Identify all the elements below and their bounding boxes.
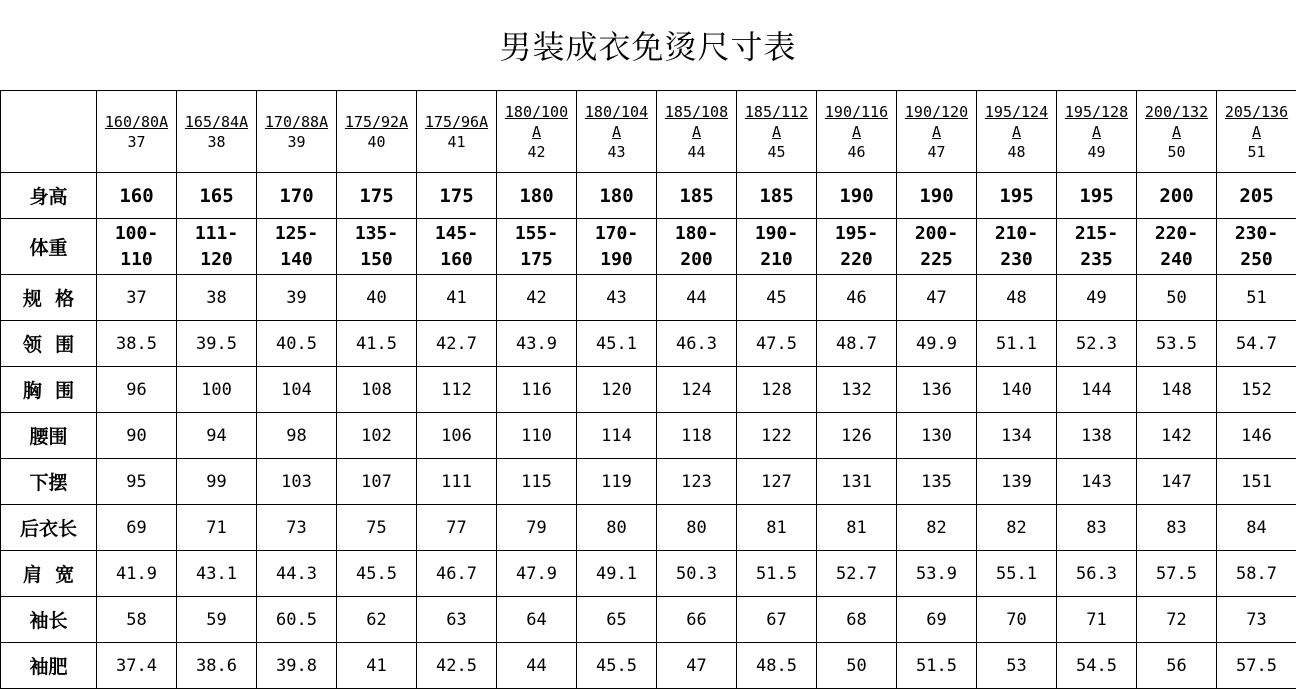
size-number: 51 (1217, 142, 1296, 162)
size-number: 46 (817, 142, 896, 162)
size-header-cell (897, 91, 977, 173)
size-header-cell (337, 91, 417, 173)
weight-part: 195- (817, 221, 896, 247)
size-number: 50 (1137, 142, 1216, 162)
weight-part: 110 (97, 247, 176, 273)
size-code-suffix: A (737, 122, 816, 142)
value-cell: 72 (1137, 597, 1217, 643)
size-header-cell (257, 91, 337, 173)
value-cell: 41 (417, 275, 497, 321)
value-cell: 126 (817, 413, 897, 459)
value-cell: 114 (577, 413, 657, 459)
value-cell: 180 (497, 173, 577, 219)
value-cell: 139 (977, 459, 1057, 505)
weight-part: 180- (657, 221, 736, 247)
value-cell: 40 (337, 275, 417, 321)
value-cell: 39.5 (177, 321, 257, 367)
value-cell: 40.5 (257, 321, 337, 367)
value-cell: 38 (177, 275, 257, 321)
value-cell (897, 219, 977, 275)
value-cell: 190 (817, 173, 897, 219)
value-cell: 106 (417, 413, 497, 459)
value-cell: 84 (1217, 505, 1296, 551)
row-label: 腰围 (1, 413, 97, 459)
value-cell: 107 (337, 459, 417, 505)
value-cell: 49.1 (577, 551, 657, 597)
value-cell: 43.9 (497, 321, 577, 367)
value-cell: 73 (1217, 597, 1296, 643)
value-cell: 63 (417, 597, 497, 643)
weight-part: 155- (497, 221, 576, 247)
value-cell: 135 (897, 459, 977, 505)
value-cell: 73 (257, 505, 337, 551)
value-cell: 80 (577, 505, 657, 551)
value-cell: 44 (657, 275, 737, 321)
weight-part: 190- (737, 221, 816, 247)
value-cell: 41.9 (97, 551, 177, 597)
value-cell: 170 (257, 173, 337, 219)
size-code: 195/124 (977, 102, 1056, 122)
weight-part: 160 (417, 247, 496, 273)
value-cell: 146 (1217, 413, 1296, 459)
value-cell: 56.3 (1057, 551, 1137, 597)
weight-part: 235 (1057, 247, 1136, 273)
value-cell: 46.7 (417, 551, 497, 597)
table-row (1, 505, 1296, 551)
weight-part: 220- (1137, 221, 1216, 247)
value-cell: 190 (897, 173, 977, 219)
value-cell: 79 (497, 505, 577, 551)
value-cell: 51.5 (737, 551, 817, 597)
row-label: 袖长 (1, 597, 97, 643)
value-cell: 41 (337, 643, 417, 689)
value-cell: 41.5 (337, 321, 417, 367)
value-cell: 45.5 (337, 551, 417, 597)
row-label: 袖肥 (1, 643, 97, 689)
size-number: 39 (257, 132, 336, 152)
size-code: 180/100 (497, 102, 576, 122)
value-cell (577, 219, 657, 275)
value-cell (817, 219, 897, 275)
value-cell: 49 (1057, 275, 1137, 321)
value-cell: 59 (177, 597, 257, 643)
value-cell: 151 (1217, 459, 1296, 505)
value-cell: 70 (977, 597, 1057, 643)
value-cell: 42 (497, 275, 577, 321)
weight-part: 200- (897, 221, 976, 247)
value-cell: 42.7 (417, 321, 497, 367)
value-cell: 54.7 (1217, 321, 1296, 367)
table-row (1, 459, 1296, 505)
weight-part: 210- (977, 221, 1056, 247)
size-code: 165/84A (177, 112, 256, 132)
size-code: 190/116 (817, 102, 896, 122)
row-label: 体重 (1, 219, 97, 275)
value-cell: 143 (1057, 459, 1137, 505)
value-cell: 48.5 (737, 643, 817, 689)
size-number: 37 (97, 132, 176, 152)
value-cell: 90 (97, 413, 177, 459)
value-cell: 205 (1217, 173, 1296, 219)
value-cell: 75 (337, 505, 417, 551)
value-cell: 195 (1057, 173, 1137, 219)
value-cell: 71 (177, 505, 257, 551)
value-cell: 100 (177, 367, 257, 413)
size-table (0, 90, 1296, 689)
size-code-suffix: A (657, 122, 736, 142)
value-cell: 122 (737, 413, 817, 459)
value-cell: 65 (577, 597, 657, 643)
size-header-cell (497, 91, 577, 173)
value-cell: 47 (657, 643, 737, 689)
size-number: 43 (577, 142, 656, 162)
value-cell: 82 (897, 505, 977, 551)
size-header-cell (817, 91, 897, 173)
table-row (1, 173, 1296, 219)
value-cell: 62 (337, 597, 417, 643)
value-cell: 46 (817, 275, 897, 321)
value-cell: 131 (817, 459, 897, 505)
weight-part: 225 (897, 247, 976, 273)
size-number: 48 (977, 142, 1056, 162)
weight-part: 215- (1057, 221, 1136, 247)
weight-part: 175 (497, 247, 576, 273)
value-cell: 56 (1137, 643, 1217, 689)
size-code: 185/108 (657, 102, 736, 122)
size-header-cell (177, 91, 257, 173)
value-cell: 185 (737, 173, 817, 219)
size-number: 45 (737, 142, 816, 162)
value-cell: 124 (657, 367, 737, 413)
weight-part: 145- (417, 221, 496, 247)
row-label: 胸 围 (1, 367, 97, 413)
value-cell: 147 (1137, 459, 1217, 505)
value-cell: 50.3 (657, 551, 737, 597)
size-code-suffix: A (897, 122, 976, 142)
value-cell: 53 (977, 643, 1057, 689)
value-cell: 140 (977, 367, 1057, 413)
table-row (1, 321, 1296, 367)
value-cell: 83 (1057, 505, 1137, 551)
weight-part: 230- (1217, 221, 1296, 247)
size-code: 205/136 (1217, 102, 1296, 122)
value-cell: 45 (737, 275, 817, 321)
value-cell: 53.5 (1137, 321, 1217, 367)
value-cell: 99 (177, 459, 257, 505)
weight-part: 150 (337, 247, 416, 273)
weight-part: 210 (737, 247, 816, 273)
header-row (1, 91, 1296, 173)
page-title: 男装成衣免烫尺寸表 (0, 0, 1296, 90)
value-cell: 160 (97, 173, 177, 219)
weight-part: 170- (577, 221, 656, 247)
value-cell: 83 (1137, 505, 1217, 551)
value-cell: 69 (897, 597, 977, 643)
value-cell: 71 (1057, 597, 1137, 643)
size-header-cell (1057, 91, 1137, 173)
size-code: 200/132 (1137, 102, 1216, 122)
value-cell: 64 (497, 597, 577, 643)
value-cell: 46.3 (657, 321, 737, 367)
weight-part: 100- (97, 221, 176, 247)
table-row (1, 551, 1296, 597)
value-cell (497, 219, 577, 275)
value-cell: 50 (817, 643, 897, 689)
value-cell: 58 (97, 597, 177, 643)
value-cell (417, 219, 497, 275)
size-header-cell (977, 91, 1057, 173)
value-cell: 38.5 (97, 321, 177, 367)
value-cell: 180 (577, 173, 657, 219)
value-cell: 134 (977, 413, 1057, 459)
size-code-suffix: A (817, 122, 896, 142)
value-cell: 48 (977, 275, 1057, 321)
value-cell: 55.1 (977, 551, 1057, 597)
size-header-cell (657, 91, 737, 173)
row-label: 下摆 (1, 459, 97, 505)
table-row (1, 597, 1296, 643)
value-cell: 81 (817, 505, 897, 551)
weight-part: 140 (257, 247, 336, 273)
value-cell: 51.5 (897, 643, 977, 689)
weight-part: 111- (177, 221, 256, 247)
value-cell: 44 (497, 643, 577, 689)
value-cell: 38.6 (177, 643, 257, 689)
value-cell: 47 (897, 275, 977, 321)
table-row (1, 219, 1296, 275)
value-cell: 185 (657, 173, 737, 219)
value-cell: 195 (977, 173, 1057, 219)
size-code: 185/112 (737, 102, 816, 122)
value-cell: 136 (897, 367, 977, 413)
value-cell (177, 219, 257, 275)
weight-part: 240 (1137, 247, 1216, 273)
value-cell: 47.5 (737, 321, 817, 367)
weight-part: 250 (1217, 247, 1296, 273)
size-code-suffix: A (577, 122, 656, 142)
value-cell: 52.3 (1057, 321, 1137, 367)
value-cell: 39.8 (257, 643, 337, 689)
size-code: 170/88A (257, 112, 336, 132)
value-cell: 43.1 (177, 551, 257, 597)
value-cell: 54.5 (1057, 643, 1137, 689)
value-cell: 52.7 (817, 551, 897, 597)
value-cell: 44.3 (257, 551, 337, 597)
weight-part: 125- (257, 221, 336, 247)
value-cell: 116 (497, 367, 577, 413)
size-code-suffix: A (1057, 122, 1136, 142)
value-cell (97, 219, 177, 275)
size-code: 180/104 (577, 102, 656, 122)
value-cell (1057, 219, 1137, 275)
row-label: 身高 (1, 173, 97, 219)
value-cell: 144 (1057, 367, 1137, 413)
row-label: 规 格 (1, 275, 97, 321)
table-row (1, 413, 1296, 459)
value-cell (737, 219, 817, 275)
value-cell: 39 (257, 275, 337, 321)
value-cell: 37 (97, 275, 177, 321)
size-header-cell (1137, 91, 1217, 173)
value-cell: 111 (417, 459, 497, 505)
value-cell (1137, 219, 1217, 275)
size-header-cell (1217, 91, 1296, 173)
value-cell: 115 (497, 459, 577, 505)
value-cell: 69 (97, 505, 177, 551)
value-cell (337, 219, 417, 275)
value-cell: 53.9 (897, 551, 977, 597)
value-cell (977, 219, 1057, 275)
value-cell: 142 (1137, 413, 1217, 459)
size-number: 44 (657, 142, 736, 162)
value-cell: 120 (577, 367, 657, 413)
value-cell: 82 (977, 505, 1057, 551)
size-code: 190/120 (897, 102, 976, 122)
value-cell: 132 (817, 367, 897, 413)
value-cell: 51 (1217, 275, 1296, 321)
size-code: 160/80A (97, 112, 176, 132)
value-cell: 57.5 (1137, 551, 1217, 597)
value-cell: 123 (657, 459, 737, 505)
value-cell: 175 (417, 173, 497, 219)
value-cell: 103 (257, 459, 337, 505)
row-label: 领 围 (1, 321, 97, 367)
value-cell: 95 (97, 459, 177, 505)
value-cell: 50 (1137, 275, 1217, 321)
value-cell: 77 (417, 505, 497, 551)
value-cell: 94 (177, 413, 257, 459)
value-cell: 43 (577, 275, 657, 321)
row-label: 肩 宽 (1, 551, 97, 597)
value-cell: 118 (657, 413, 737, 459)
size-code: 195/128 (1057, 102, 1136, 122)
value-cell (657, 219, 737, 275)
weight-part: 190 (577, 247, 656, 273)
weight-part: 135- (337, 221, 416, 247)
value-cell: 58.7 (1217, 551, 1296, 597)
value-cell: 47.9 (497, 551, 577, 597)
value-cell: 128 (737, 367, 817, 413)
weight-part: 120 (177, 247, 256, 273)
value-cell: 66 (657, 597, 737, 643)
value-cell: 48.7 (817, 321, 897, 367)
value-cell: 108 (337, 367, 417, 413)
size-number: 38 (177, 132, 256, 152)
header-corner-cell (1, 91, 97, 173)
value-cell: 45.1 (577, 321, 657, 367)
value-cell: 130 (897, 413, 977, 459)
size-header-cell (97, 91, 177, 173)
value-cell: 98 (257, 413, 337, 459)
value-cell: 49.9 (897, 321, 977, 367)
size-number: 41 (417, 132, 496, 152)
weight-part: 220 (817, 247, 896, 273)
size-header-cell (737, 91, 817, 173)
value-cell: 200 (1137, 173, 1217, 219)
value-cell: 45.5 (577, 643, 657, 689)
weight-part: 200 (657, 247, 736, 273)
table-row (1, 275, 1296, 321)
value-cell: 165 (177, 173, 257, 219)
value-cell: 67 (737, 597, 817, 643)
value-cell: 37.4 (97, 643, 177, 689)
table-row (1, 367, 1296, 413)
value-cell: 68 (817, 597, 897, 643)
size-header-cell (577, 91, 657, 173)
size-number: 47 (897, 142, 976, 162)
value-cell (257, 219, 337, 275)
size-code-suffix: A (497, 122, 576, 142)
value-cell: 110 (497, 413, 577, 459)
size-number: 49 (1057, 142, 1136, 162)
row-label: 后衣长 (1, 505, 97, 551)
value-cell: 42.5 (417, 643, 497, 689)
table-row (1, 643, 1296, 689)
value-cell: 127 (737, 459, 817, 505)
value-cell: 57.5 (1217, 643, 1296, 689)
value-cell (1217, 219, 1296, 275)
value-cell: 148 (1137, 367, 1217, 413)
value-cell: 152 (1217, 367, 1296, 413)
value-cell: 138 (1057, 413, 1137, 459)
value-cell: 175 (337, 173, 417, 219)
value-cell: 112 (417, 367, 497, 413)
size-code-suffix: A (1137, 122, 1216, 142)
value-cell: 80 (657, 505, 737, 551)
size-header-cell (417, 91, 497, 173)
value-cell: 96 (97, 367, 177, 413)
value-cell: 104 (257, 367, 337, 413)
weight-part: 230 (977, 247, 1056, 273)
size-number: 40 (337, 132, 416, 152)
size-code-suffix: A (977, 122, 1056, 142)
size-code: 175/92A (337, 112, 416, 132)
value-cell: 81 (737, 505, 817, 551)
value-cell: 119 (577, 459, 657, 505)
size-code: 175/96A (417, 112, 496, 132)
value-cell: 51.1 (977, 321, 1057, 367)
value-cell: 102 (337, 413, 417, 459)
size-number: 42 (497, 142, 576, 162)
size-code-suffix: A (1217, 122, 1296, 142)
value-cell: 60.5 (257, 597, 337, 643)
